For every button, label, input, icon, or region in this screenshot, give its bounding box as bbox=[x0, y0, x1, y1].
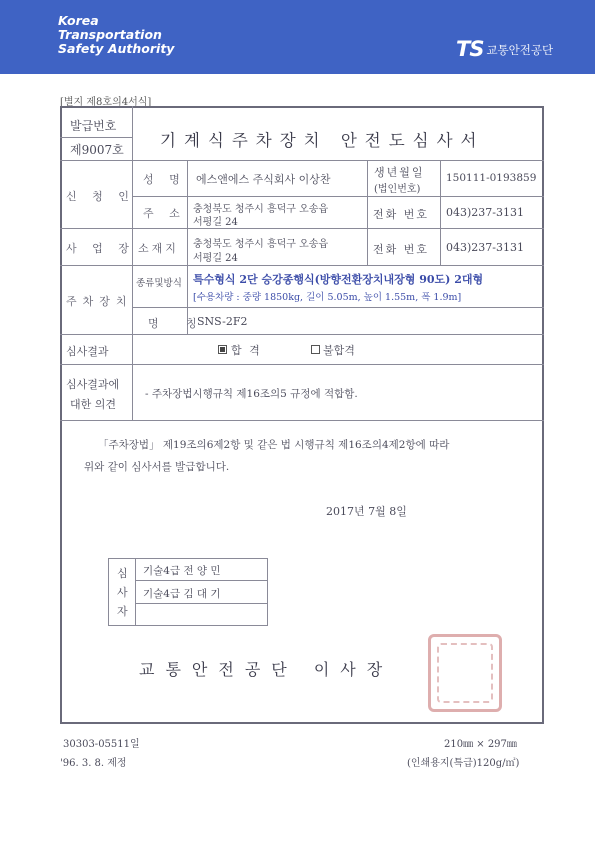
paper-size: 210㎜ × 297㎜ bbox=[444, 739, 517, 750]
form-annotation: [별지 제8호의4서식] bbox=[60, 97, 152, 108]
statement-line: 「주차장법」 제19조의6제2항 및 같은 법 시행규칙 제16조의4제2항에 따라 bbox=[98, 439, 450, 451]
divider bbox=[135, 580, 268, 581]
phone-value: 043)237-3131 bbox=[446, 206, 524, 219]
opinion-text: - 주차장법시행규칙 제16조의5 규정에 적합함. bbox=[145, 388, 358, 400]
applicant-section-label: 신 청 인 bbox=[66, 190, 135, 203]
enacted-date: '96. 3. 8. 제정 bbox=[60, 758, 127, 769]
device-type: 특수형식 2단 승강종행식(방향전환장치내장형 90도) 2대형 bbox=[193, 273, 484, 286]
org-name-english bbox=[58, 14, 174, 56]
reviewer-label-char: 사 bbox=[117, 586, 128, 599]
divider bbox=[440, 160, 441, 265]
issue-number: 제9007호 bbox=[70, 143, 124, 157]
divider bbox=[132, 196, 544, 197]
device-name: SNS-2F2 bbox=[197, 315, 248, 328]
phone-value: 043)237-3131 bbox=[446, 241, 524, 254]
paper-spec: (인쇄용지(특급)120g/㎡) bbox=[407, 758, 520, 769]
device-section-label: 주차장치 bbox=[66, 295, 133, 308]
divider bbox=[367, 160, 368, 265]
org-name-line: Safety Authority bbox=[58, 41, 175, 56]
divider bbox=[135, 558, 136, 626]
form-code: 30303-05511일 bbox=[63, 739, 140, 750]
divider bbox=[60, 420, 544, 421]
org-name-line: Transportation bbox=[58, 27, 162, 42]
official-seal-stamp bbox=[428, 634, 502, 712]
reviewer-label-char: 자 bbox=[117, 605, 128, 618]
name-label: 성 명 bbox=[143, 173, 186, 186]
divider bbox=[187, 160, 188, 334]
device-name-label: 명 칭 bbox=[148, 317, 209, 330]
business-section-label: 사 업 장 bbox=[66, 242, 135, 255]
issue-number-label: 발급번호 bbox=[70, 119, 117, 133]
type-label: 종류및방식 bbox=[136, 278, 182, 289]
address-line: 충청북도 청주시 흥덕구 오송읍 bbox=[193, 204, 329, 215]
reviewer-name: 기술4급 전 양 민 bbox=[143, 565, 221, 577]
phone-label: 전화 번호 bbox=[373, 208, 430, 221]
statement-line: 위와 같이 심사서를 발급합니다. bbox=[84, 461, 230, 473]
opinion-label: 심사결과에 bbox=[66, 378, 120, 391]
opinion-label: 대한 의견 bbox=[70, 398, 117, 411]
divider bbox=[60, 137, 132, 138]
reviewer-name: 기술4급 김 대 기 bbox=[143, 588, 221, 600]
location-label: 소재지 bbox=[138, 242, 179, 255]
logo-mark: TS bbox=[456, 37, 484, 61]
address-label: 주 소 bbox=[143, 207, 186, 220]
org-name-line: Korea bbox=[58, 13, 99, 28]
page-title: 기계식주차장치 안전도심사서 bbox=[160, 131, 485, 150]
logo-korean-name: 교통안전공단 bbox=[486, 43, 554, 57]
ts-logo bbox=[456, 37, 553, 61]
issuer-name: 교통안전공단 이사장 bbox=[139, 660, 394, 679]
divider bbox=[135, 603, 268, 604]
address-line: 서평길 24 bbox=[193, 253, 238, 264]
address-line: 충청북도 청주시 흥덕구 오송읍 bbox=[193, 239, 329, 250]
birth-value: 150111-0193859 bbox=[446, 172, 537, 184]
address-line: 서평길 24 bbox=[193, 217, 238, 228]
applicant-name: 에스앤에스 주식회사 이상찬 bbox=[196, 173, 331, 186]
header-band bbox=[0, 0, 595, 74]
birth-sublabel: (법인번호) bbox=[374, 184, 421, 195]
issue-date: 2017년 7월 8일 bbox=[326, 505, 407, 518]
divider bbox=[132, 307, 544, 308]
divider bbox=[132, 106, 133, 420]
phone-label: 전화 번호 bbox=[373, 243, 430, 256]
fail-label: 불합격 bbox=[323, 344, 355, 357]
birth-label: 생년월일 bbox=[374, 166, 425, 179]
pass-label: 합 격 bbox=[231, 344, 262, 357]
result-label: 심사결과 bbox=[66, 345, 109, 358]
reviewer-label-char: 심 bbox=[117, 567, 128, 580]
pass-checkbox[interactable] bbox=[218, 345, 227, 354]
fail-checkbox[interactable] bbox=[311, 345, 320, 354]
device-spec: [수용차량 : 중량 1850kg, 길이 5.05m, 높이 1.55m, 폭 1.9m] bbox=[193, 292, 462, 303]
